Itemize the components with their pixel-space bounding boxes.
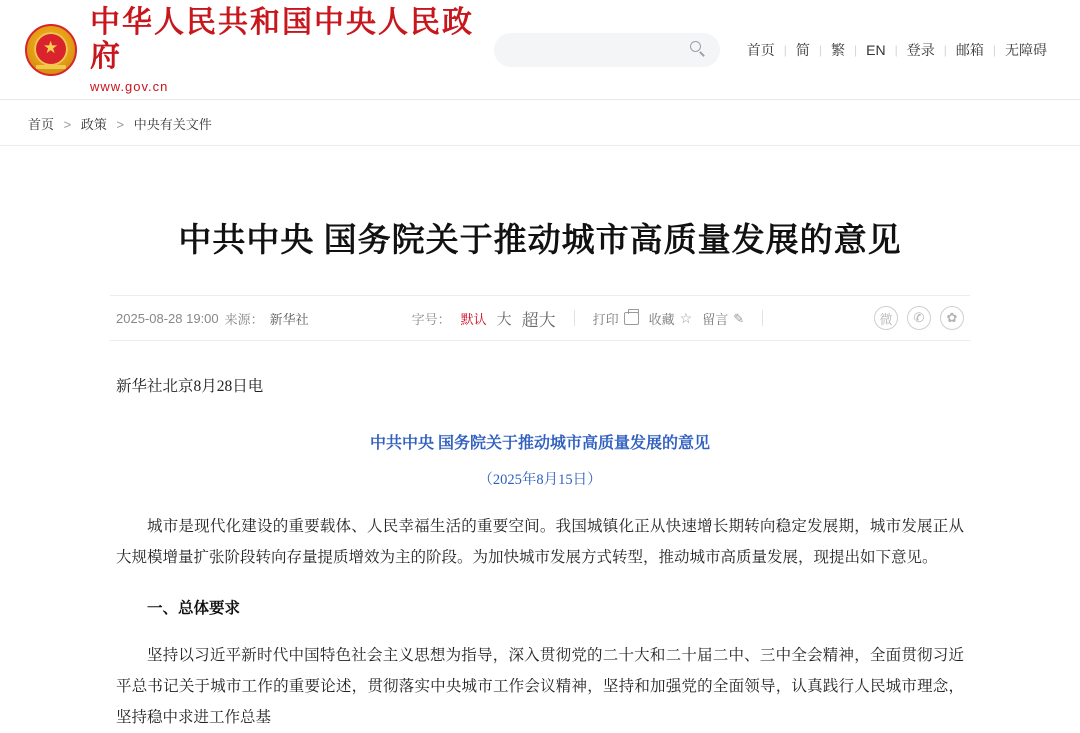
comment-label: 留言 xyxy=(702,311,729,327)
site-title: 中华人民共和国中央人民政府 xyxy=(90,5,474,73)
nav-item-accessibility[interactable]: 无障碍 xyxy=(1005,41,1047,58)
nav-separator: | xyxy=(783,42,787,57)
nav-separator: | xyxy=(894,42,898,57)
document-inner-title: 中共中央 国务院关于推动城市高质量发展的意见 xyxy=(369,435,710,453)
nav-item-login[interactable]: 登录 xyxy=(906,41,935,58)
site-header xyxy=(0,0,1080,100)
search-box[interactable] xyxy=(494,33,720,67)
nav-item-english[interactable]: EN xyxy=(866,41,886,58)
weibo-icon[interactable]: 微 xyxy=(874,306,898,330)
publish-datetime: 2025-08-28 19:00 xyxy=(116,310,219,326)
meta-center xyxy=(412,306,772,331)
print-button[interactable] xyxy=(593,309,639,328)
collect-label: 收藏 xyxy=(648,311,675,327)
breadcrumb-item-central-documents[interactable]: 中央有关文件 xyxy=(133,117,212,132)
breadcrumb-item-home[interactable]: 首页 xyxy=(28,117,55,132)
nav-separator: | xyxy=(854,42,858,57)
dateline: 新华社北京8月28日电 xyxy=(116,378,264,396)
breadcrumb-separator: > xyxy=(116,117,125,132)
collect-button[interactable] xyxy=(649,309,693,328)
header-right xyxy=(494,33,1056,67)
meta-left xyxy=(116,309,309,328)
site-url: www.gov.cn xyxy=(90,78,169,94)
breadcrumb-item-policy[interactable]: 政策 xyxy=(80,117,107,132)
nav-item-simplified[interactable]: 简 xyxy=(795,41,810,58)
article xyxy=(110,146,970,733)
page-title: 中共中央 国务院关于推动城市高质量发展的意见 xyxy=(178,223,902,260)
fontsize-label: 字号： xyxy=(411,311,451,327)
print-label: 打印 xyxy=(592,311,619,327)
source-name: 新华社 xyxy=(269,311,309,327)
nav-separator: | xyxy=(992,42,996,57)
fontsize-extralarge-button[interactable]: 超大 xyxy=(521,310,556,330)
nav-item-home[interactable]: 首页 xyxy=(746,41,775,58)
breadcrumb xyxy=(0,100,1080,146)
national-emblem-icon: ★ xyxy=(22,21,80,79)
paragraph: 城市是现代化建设的重要载体、人民幸福生活的重要空间。我国城镇化正从快速增长期转向稳定发展期，城市发展正从大规模增量扩张阶段转向存量提质增效为主的阶段。为加快城市发展方式转型，推动城市高质量发展，现提出如下意见。 xyxy=(116,518,964,567)
document-inner-date: （2025年8月15日） xyxy=(478,472,602,489)
fontsize-default-button[interactable]: 默认 xyxy=(460,311,487,327)
divider xyxy=(574,310,575,326)
nav-separator: | xyxy=(943,42,947,57)
star-icon: ☆ xyxy=(679,310,693,327)
source-label: 来源： xyxy=(224,311,264,327)
fontsize-large-button[interactable]: 大 xyxy=(496,310,512,328)
wechat-icon[interactable]: ✆ xyxy=(907,306,931,330)
divider xyxy=(762,310,763,326)
site-branding[interactable] xyxy=(90,6,494,94)
comment-button[interactable] xyxy=(702,309,744,328)
article-meta-bar xyxy=(110,295,970,341)
qzone-icon[interactable]: ✿ xyxy=(940,306,964,330)
search-input[interactable] xyxy=(506,41,708,58)
breadcrumb-separator: > xyxy=(63,117,72,132)
printer-icon xyxy=(624,312,639,325)
nav-item-mail[interactable]: 邮箱 xyxy=(955,41,984,58)
nav-item-traditional[interactable]: 繁 xyxy=(831,41,846,58)
search-icon[interactable] xyxy=(690,41,706,57)
top-nav xyxy=(738,40,1056,60)
share-group xyxy=(874,306,964,330)
article-body xyxy=(110,371,970,733)
nav-separator: | xyxy=(818,42,823,57)
pen-icon: ✎ xyxy=(733,310,745,326)
paragraph: 坚持以习近平新时代中国特色社会主义思想为指导，深入贯彻党的二十大和二十届二中、三中全会精神，全面贯彻习近平总书记关于城市工作的重要论述，贯彻落实中央城市工作会议精神，坚持和加强党的全面领导，认真践行人民城市理念，坚持稳中求进工作总基 xyxy=(116,647,964,727)
section-heading: 一、总体要求 xyxy=(147,600,241,618)
